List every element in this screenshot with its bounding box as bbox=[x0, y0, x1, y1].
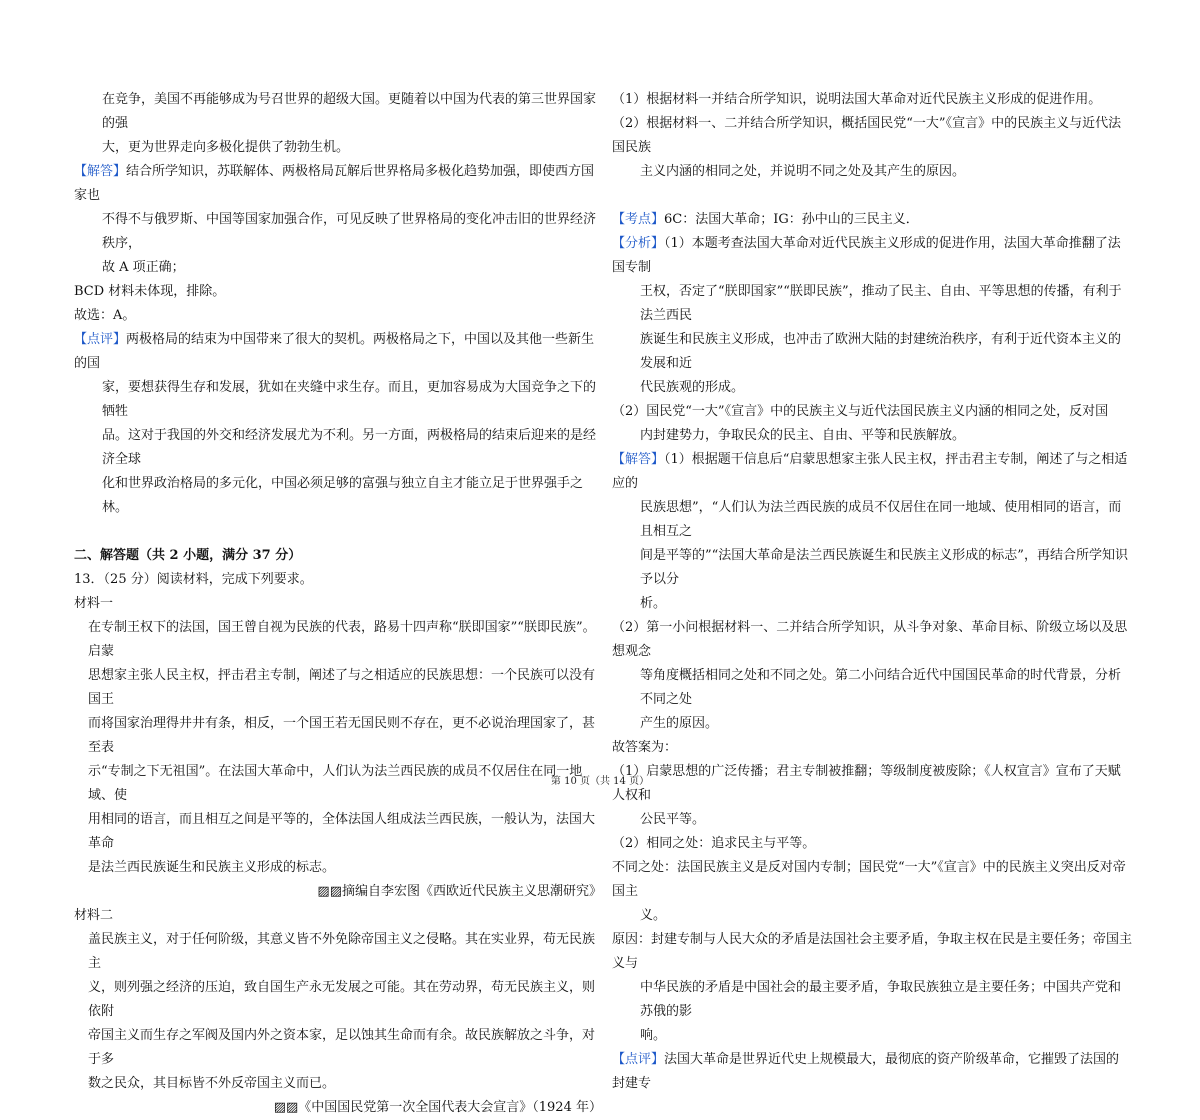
left-column bbox=[74, 88, 602, 1120]
text-line: 结合所学知识，苏联解体、两极格局瓦解后世界格局多极化趋势加强，即使西方国家也 bbox=[74, 164, 595, 203]
source-citation: ▨▨《中国国民党第一次全国代表大会宣言》（1924 年） bbox=[273, 1100, 602, 1115]
text-line: 响。 bbox=[640, 1028, 667, 1043]
answer-paragraph bbox=[612, 448, 1132, 496]
material-label: 材料一 bbox=[74, 596, 114, 611]
text-line: 6C：法国大革命；IG：孙中山的三民主义． bbox=[664, 212, 919, 227]
question-title: 13．（25 分）阅读材料，完成下列要求。 bbox=[74, 572, 313, 587]
text-line: 盖民族主义，对于任何阶级，其意义皆不外免除帝国主义之侵略。其在实业界，苟无民族主 bbox=[88, 932, 596, 971]
comment-paragraph bbox=[74, 328, 602, 376]
keypoint-tag: 【考点】 bbox=[612, 212, 665, 227]
text-line: 主义内涵的相同之处，并说明不同之处及其产生的原因。 bbox=[640, 164, 966, 179]
text-line: 化和世界政治格局的多元化，中国必须足够的富强与独立自主才能立足于世界强手之林。 bbox=[102, 476, 584, 515]
text-line: 族诞生和民族主义形成，也冲击了欧洲大陆的封建统治秩序，有利于近代资本主义的发展和近 bbox=[640, 332, 1122, 371]
text-line: BCD 材料未体现，排除。 bbox=[74, 284, 226, 299]
text-line: 代民族观的形成。 bbox=[640, 380, 745, 395]
text-line: 家，要想获得生存和发展，犹如在夹缝中求生存。而且，更加容易成为大国竞争之下的牺牲 bbox=[102, 380, 597, 419]
text-line: 数之民众，其目标皆不外反帝国主义而已。 bbox=[88, 1076, 336, 1091]
text-line: 思想家主张人民主权，抨击君主专制，阐述了与之相适应的民族思想：一个民族可以没有国王 bbox=[88, 668, 596, 707]
text-line: 不同之处：法国民族主义是反对国内专制；国民党“一大”《宣言》中的民族主义突出反对帝国主 bbox=[612, 860, 1126, 899]
text-line: 两极格局的结束为中国带来了很大的契机。两极格局之下，中国以及其他一些新生的国 bbox=[74, 332, 595, 371]
text-line: 大，更为世界走向多极化提供了勃勃生机。 bbox=[102, 140, 350, 155]
text-line: （1）启蒙思想的广泛传播；君主专制被推翻；等级制度被废除；《人权宣言》宣布了天赋人权和 bbox=[612, 764, 1121, 803]
text-line: 不得不与俄罗斯、中国等国家加强合作，可见反映了世界格局的变化冲击旧的世界经济秩序， bbox=[102, 212, 597, 251]
keypoint-paragraph bbox=[612, 208, 1132, 232]
section-heading: 二、解答题（共 2 小题，满分 37 分） bbox=[74, 548, 302, 563]
material-label: 材料二 bbox=[74, 908, 114, 923]
text-line: 中华民族的矛盾是中国社会的最主要矛盾，争取民族独立是主要任务；中国共产党和苏俄的影 bbox=[640, 980, 1122, 1019]
text-line: 间是平等的”“法国大革命是法兰西民族诞生和民族主义形成的标志”，再结合所学知识予以分 bbox=[640, 548, 1128, 587]
comment-tag: 【点评】 bbox=[74, 332, 127, 347]
text-line: （1）根据题干信息后“启蒙思想家主张人民主权，抨击君主专制，阐述了与之相适应的 bbox=[612, 452, 1128, 491]
text-line: 在专制王权下的法国，国王曾自视为民族的代表，路易十四声称“朕即国家”“朕即民族”。启蒙 bbox=[88, 620, 596, 659]
answer-tag: 【解答】 bbox=[74, 164, 127, 179]
text-line: （2）第一小问根据材料一、二并结合所学知识，从斗争对象、革命目标、阶级立场以及思想观念 bbox=[612, 620, 1128, 659]
text-line: 等角度概括相同之处和不同之处。第二小问结合近代中国国民革命的时代背景，分析不同之处 bbox=[640, 668, 1122, 707]
answer-paragraph bbox=[74, 160, 602, 208]
text-line: （1）根据材料一并结合所学知识，说明法国大革命对近代民族主义形成的促进作用。 bbox=[612, 92, 1102, 107]
comment-tag: 【点评】 bbox=[612, 1052, 665, 1067]
text-line: 内封建势力，争取民众的民主、自由、平等和民族解放。 bbox=[640, 428, 966, 443]
text-line: 用相同的语言，而且相互之间是平等的，全体法国人组成法兰西民族，一般认为，法国大革命 bbox=[88, 812, 596, 851]
text-line: 原因：封建专制与人民大众的矛盾是法国社会主要矛盾，争取主权在民是主要任务；帝国主义与 bbox=[612, 932, 1133, 971]
answer-tag: 【解答】 bbox=[612, 452, 665, 467]
text-line: （1）本题考查法国大革命对近代民族主义形成的促进作用，法国大革命推翻了法国专制 bbox=[612, 236, 1121, 275]
text-line: 法国大革命是世界近代史上规模最大，最彻底的资产阶级革命，它摧毁了法国的封建专 bbox=[612, 1052, 1120, 1091]
text-line: 义。 bbox=[640, 908, 667, 923]
text-line: 产生的原因。 bbox=[640, 716, 719, 731]
text-line: 义，则列强之经济的压迫，致自国生产永无发展之可能。其在劳动界，苟无民族主义，则依附 bbox=[88, 980, 596, 1019]
text-line: （2）国民党“一大”《宣言》中的民族主义与近代法国民族主义内涵的相同之处，反对国 bbox=[612, 404, 1109, 419]
comment-paragraph bbox=[612, 1048, 1132, 1096]
text-line: 析。 bbox=[640, 596, 667, 611]
right-column bbox=[612, 88, 1132, 1096]
text-line: 而将国家治理得井井有条，相反，一个国王若无国民则不存在，更不必说治理国家了，甚至表 bbox=[88, 716, 596, 755]
text-line: 公民平等。 bbox=[640, 812, 706, 827]
text-line: 民族思想”，“人们认为法兰西民族的成员不仅居住在同一地域、使用相同的语言，而且相互之 bbox=[640, 500, 1122, 539]
text-line: 故答案为： bbox=[612, 740, 678, 755]
text-line: 故 A 项正确； bbox=[102, 260, 185, 275]
text-line: 故选：A。 bbox=[74, 308, 136, 323]
text-line: 帝国主义而生存之军阀及国内外之资本家，足以蚀其生命而有余。故民族解放之斗争，对于多 bbox=[88, 1028, 596, 1067]
text-line: 是法兰西民族诞生和民族主义形成的标志。 bbox=[88, 860, 336, 875]
text-line: 在竞争，美国不再能够成为号召世界的超级大国。更随着以中国为代表的第三世界国家的强 bbox=[102, 92, 597, 131]
source-citation: ▨▨摘编自李宏图《西欧近代民族主义思潮研究》 bbox=[317, 884, 602, 899]
analysis-tag: 【分析】 bbox=[612, 236, 665, 251]
text-line: （2）相同之处：追求民主与平等。 bbox=[612, 836, 816, 851]
text-line: 示“专制之下无祖国”。在法国大革命中，人们认为法兰西民族的成员不仅居住在同一地域、使 bbox=[88, 764, 583, 803]
page-number: 第 10 页（共 14 页） bbox=[550, 776, 650, 787]
text-line: （2）根据材料一、二并结合所学知识，概括国民党“一大”《宣言》中的民族主义与近代法国民族 bbox=[612, 116, 1122, 155]
text-line: 品。这对于我国的外交和经济发展尤为不利。另一方面，两极格局的结束后迎来的是经济全球 bbox=[102, 428, 597, 467]
text-line: 王权，否定了“朕即国家”“朕即民族”，推动了民主、自由、平等思想的传播，有利于法兰西民 bbox=[640, 284, 1122, 323]
analysis-paragraph bbox=[612, 232, 1132, 280]
